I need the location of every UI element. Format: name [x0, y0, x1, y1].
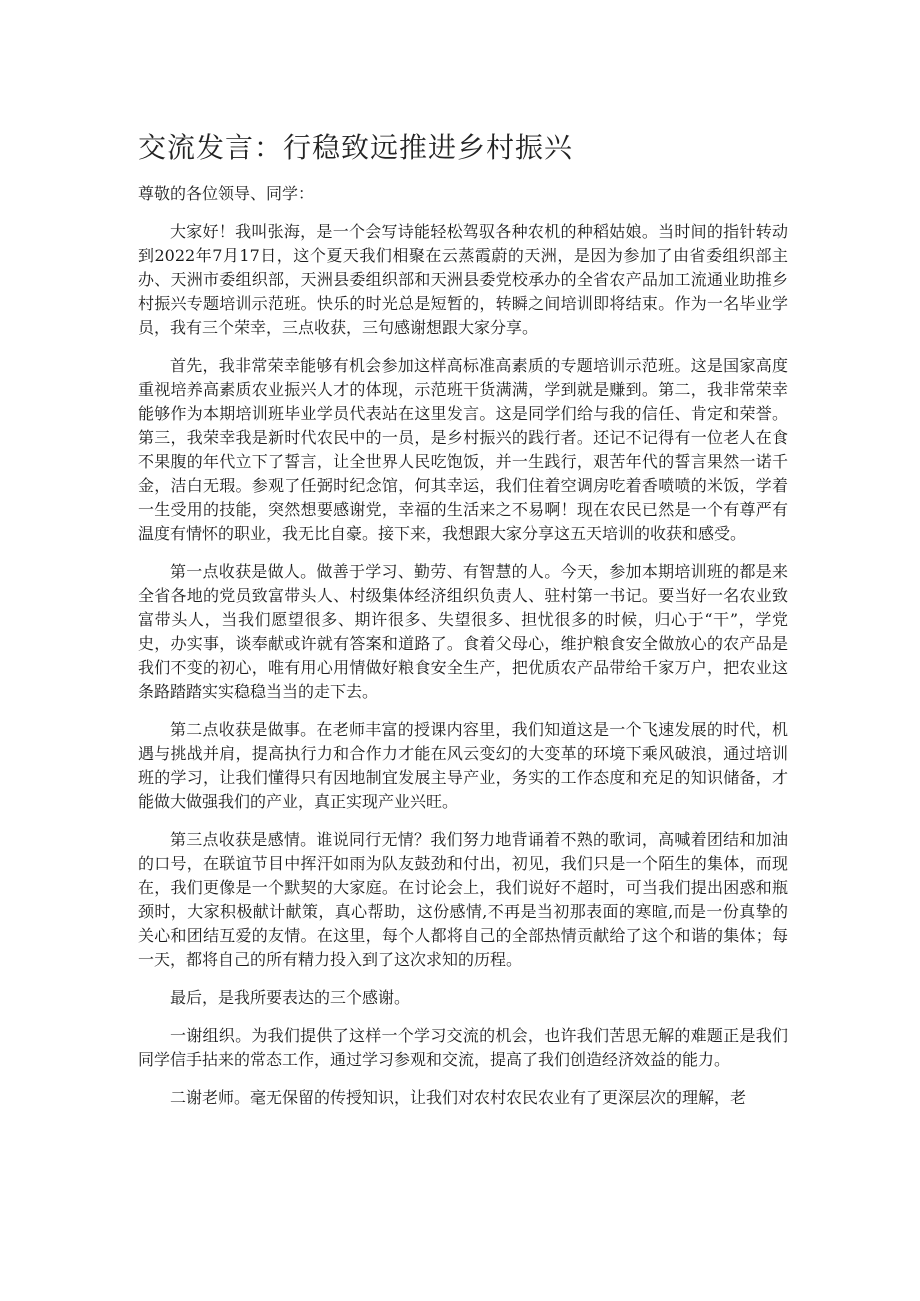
document-title: 交流发言：行稳致远推进乡村振兴 [138, 131, 574, 164]
paragraph-three-thanks-intro: 最后，是我所要表达的三个感谢。 [170, 988, 411, 1007]
paragraph-introduction: 大家好！我叫张海，是一个会写诗能轻松驾驭各种农机的种稻姑娘。当时间的指针转动到2022年7月17日，这个夏天我们相聚在云蒸霞蔚的天洲，是因为参加了由省委组织部主办、天洲市委组织部，天洲县委组织部和天洲县委党校承办的全省农产品加工流通业助推乡村振兴专题培训示范班。快乐的时光总是短暂的，转瞬之间培训即将结束。作为一名毕业学员，我有三个荣幸，三点收获，三句感谢想跟大家分享。 [138, 222, 788, 337]
paragraph-thanks-teachers: 二谢老师。毫无保留的传授知识，让我们对农村农民农业有了更深层次的理解，老 [170, 1088, 747, 1107]
speech-body [138, 220, 788, 1110]
paragraph-three-honors: 首先，我非常荣幸能够有机会参加这样高标准高素质的专题培训示范班。这是国家高度重视培养高素质农业振兴人才的体现，示范班干货满满，学到就是赚到。第二，我非常荣幸能够作为本期培训班毕业学员代表站在这里发言。这是同学们给与我的信任、肯定和荣誉。第三，我荣幸我是新时代农民中的一员，是乡村振兴的践行者。还记不记得有一位老人在食不果腹的年代立下了誓言，让全世界人民吃饱饭，并一生践行，艰苦年代的誓言果然一诺千金，洁白无瑕。参观了任弼时纪念馆，何其幸运，我们住着空调房吃着香喷喷的米饭，学着一生受用的技能，突然想要感谢党，幸福的生活来之不易啊！现在农民已然是一个有尊严有温度有情怀的职业，我无比自豪。接下来，我想跟大家分享这五天培训的收获和感受。 [138, 356, 788, 543]
paragraph-thanks-organization: 一谢组织。为我们提供了这样一个学习交流的机会，也许我们苦思无解的难题正是我们同学信手拈来的常态工作，通过学习参观和交流，提高了我们创造经济效益的能力。 [138, 1026, 788, 1069]
paragraph-gain-doing-things: 第二点收获是做事。在老师丰富的授课内容里，我们知道这是一个飞速发展的时代，机遇与挑战并肩，提高执行力和合作力才能在风云变幻的大变革的环境下乘风破浪，通过培训班的学习，让我们懂得只有因地制宜发展主导产业，务实的工作态度和充足的知识储备，才能做大做强我们的产业，真正实现产业兴旺。 [138, 720, 788, 811]
paragraph-gain-being-a-person: 第一点收获是做人。做善于学习、勤劳、有智慧的人。今天，参加本期培训班的都是来全省各地的党员致富带头人、村级集体经济组织负责人、驻村第一书记。要当好一名农业致富带头人，当我们愿望很多、期许很多、失望很多、担忧很多的时候，归心于“干”，学党史，办实事，谈奉献或许就有答案和道路了。食着父母心，维护粮食安全做放心的农产品是我们不变的初心，唯有用心用情做好粮食安全生产，把优质农产品带给千家万户，把农业这条路踏踏实实稳稳当当的走下去。 [138, 562, 788, 701]
salutation: 尊敬的各位领导、同学： [138, 184, 315, 203]
document-page [138, 0, 788, 1110]
paragraph-gain-friendship: 第三点收获是感情。谁说同行无情？我们努力地背诵着不熟的歌词，高喊着团结和加油的口号，在联谊节目中挥汗如雨为队友鼓劲和付出，初见，我们只是一个陌生的集体，而现在，我们更像是一个默契的大家庭。在讨论会上，我们说好不超时，可当我们提出困惑和瓶颈时，大家积极献计献策，真心帮助，这份感情,不再是当初那表面的寒暄,而是一份真挚的关心和团结互爱的友情。在这里，每个人都将自己的全部热情贡献给了这个和谐的集体；每一天，都将自己的所有精力投入到了这次求知的历程。 [138, 830, 788, 969]
